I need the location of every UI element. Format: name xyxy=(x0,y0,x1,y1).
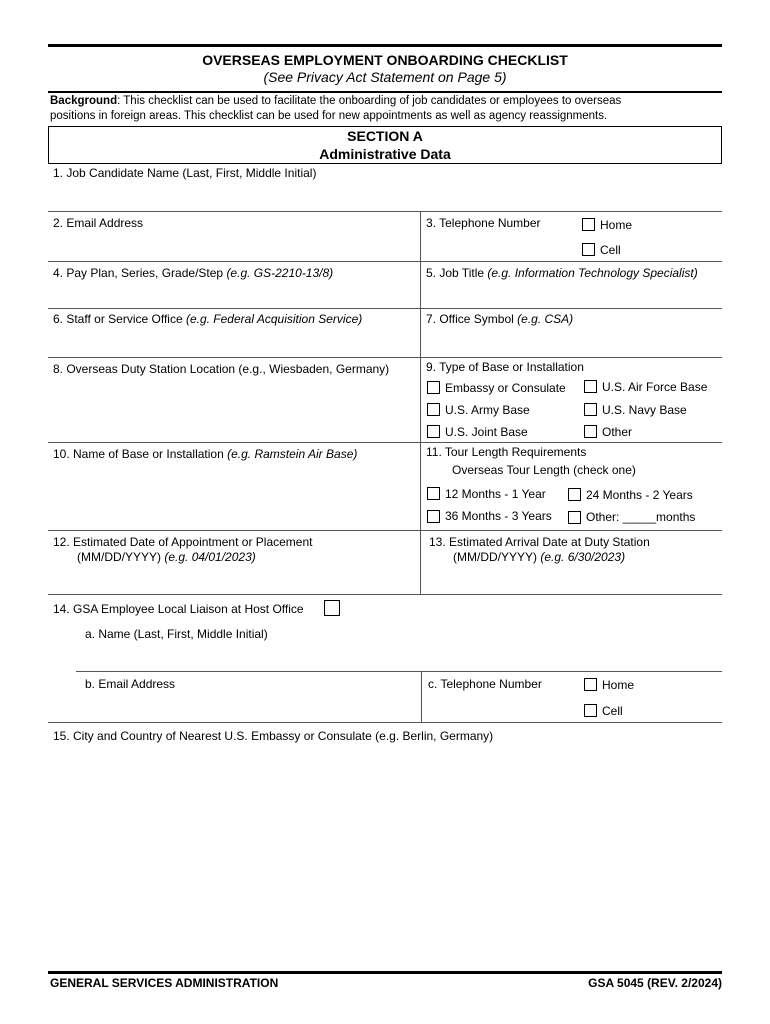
liaison-phone-cell-checkbox[interactable] xyxy=(584,704,597,717)
phone-cell-label: Cell xyxy=(600,243,621,257)
divider-2-3 xyxy=(420,211,421,261)
liaison-phone-label: c. Telephone Number xyxy=(428,677,542,691)
tour-12-label: 12 Months - 1 Year xyxy=(445,487,546,501)
office-symbol-text: 7. Office Symbol xyxy=(426,312,518,326)
background-label: Background xyxy=(50,95,118,107)
rule-9 xyxy=(48,722,722,723)
base-name-example: (e.g. Ramstein Air Base) xyxy=(227,447,358,461)
arrival-date-format-text: (MM/DD/YYYY) xyxy=(453,550,541,564)
embassy-checkbox[interactable] xyxy=(427,381,440,394)
rule-5 xyxy=(48,442,722,443)
rule-7 xyxy=(48,594,722,595)
appointment-date-label: 12. Estimated Date of Appointment or Placement xyxy=(53,535,313,549)
tour-length-sub-label: Overseas Tour Length (check one) xyxy=(452,463,636,477)
liaison-phone-home-label: Home xyxy=(602,678,635,692)
base-name-text: 10. Name of Base or Installation xyxy=(53,447,228,461)
navy-checkbox[interactable] xyxy=(584,403,597,416)
tour-other-label: Other: _____months xyxy=(586,510,696,524)
air-force-checkbox[interactable] xyxy=(584,380,597,393)
background-text-2: positions in foreign areas. This checklist can be used for new appointments as well as agency reassignments. xyxy=(50,110,608,122)
header-rule xyxy=(48,91,722,93)
other-base-checkbox[interactable] xyxy=(584,425,597,438)
arrival-date-label: 13. Estimated Arrival Date at Duty Station xyxy=(429,535,650,549)
rule-4 xyxy=(48,357,722,358)
rule-2 xyxy=(48,261,722,262)
section-title: SECTION A xyxy=(347,128,423,144)
tour-other-checkbox[interactable] xyxy=(568,511,581,524)
rule-6 xyxy=(48,530,722,531)
staff-office-label xyxy=(53,312,362,326)
rule-3 xyxy=(48,308,722,309)
section-header xyxy=(48,126,722,164)
joint-checkbox[interactable] xyxy=(427,425,440,438)
footer-rule xyxy=(48,971,722,974)
background-text-1: : This checklist can be used to facilitate the onboarding of job candidates or employees to overseas xyxy=(117,95,622,107)
base-type-label: 9. Type of Base or Installation xyxy=(426,360,584,374)
liaison-phone-cell-label: Cell xyxy=(602,704,623,718)
email-address-label: 2. Email Address xyxy=(53,216,144,230)
army-checkbox[interactable] xyxy=(427,403,440,416)
divider-4-5 xyxy=(420,261,421,308)
pay-plan-label xyxy=(53,266,333,280)
army-label: U.S. Army Base xyxy=(445,403,530,417)
top-rule xyxy=(48,44,722,47)
tour-length-label: 11. Tour Length Requirements xyxy=(426,445,587,459)
rule-8 xyxy=(76,671,722,672)
liaison-label: 14. GSA Employee Local Liaison at Host Office xyxy=(53,602,304,616)
rule-1 xyxy=(48,211,722,212)
phone-home-checkbox[interactable] xyxy=(582,218,595,231)
tour-24-label: 24 Months - 2 Years xyxy=(586,488,693,502)
job-candidate-name-label: 1. Job Candidate Name (Last, First, Middle Initial) xyxy=(53,166,317,180)
arrival-date-format xyxy=(453,550,625,564)
staff-office-example: (e.g. Federal Acquisition Service) xyxy=(185,312,363,326)
footer-agency: GENERAL SERVICES ADMINISTRATION xyxy=(50,976,279,990)
tour-36-checkbox[interactable] xyxy=(427,510,440,523)
pay-plan-example: (e.g. GS-2210-13/8) xyxy=(226,266,334,280)
liaison-phone-home-checkbox[interactable] xyxy=(584,678,597,691)
job-title-example: (e.g. Information Technology Specialist) xyxy=(487,266,698,280)
background-paragraph xyxy=(50,95,621,107)
job-title-text: 5. Job Title xyxy=(426,266,488,280)
liaison-email-label: b. Email Address xyxy=(85,677,176,691)
other-base-label: Other xyxy=(602,425,633,439)
telephone-number-label: 3. Telephone Number xyxy=(426,216,541,230)
form-subtitle: (See Privacy Act Statement on Page 5) xyxy=(263,69,507,85)
nearest-embassy-label: 15. City and Country of Nearest U.S. Embassy or Consulate (e.g. Berlin, Germany) xyxy=(53,729,494,743)
office-symbol-label xyxy=(426,312,573,326)
phone-cell-checkbox[interactable] xyxy=(582,243,595,256)
liaison-checkbox[interactable] xyxy=(324,600,340,616)
appointment-date-format-text: (MM/DD/YYYY) xyxy=(77,550,165,564)
tour-24-checkbox[interactable] xyxy=(568,488,581,501)
liaison-name-label: a. Name (Last, First, Middle Initial) xyxy=(85,627,268,641)
section-subtitle: Administrative Data xyxy=(319,146,451,162)
office-symbol-example: (e.g. CSA) xyxy=(517,312,574,326)
job-title-label xyxy=(426,266,698,280)
phone-home-label: Home xyxy=(600,218,633,232)
footer-form-number: GSA 5045 (REV. 2/2024) xyxy=(588,976,722,990)
divider-6-7 xyxy=(420,308,421,357)
divider-8-11 xyxy=(420,357,421,594)
tour-12-checkbox[interactable] xyxy=(427,487,440,500)
divider-14bc xyxy=(421,671,422,722)
form-title: OVERSEAS EMPLOYMENT ONBOARDING CHECKLIST xyxy=(202,52,568,68)
air-force-label: U.S. Air Force Base xyxy=(602,380,708,394)
pay-plan-text: 4. Pay Plan, Series, Grade/Step xyxy=(53,266,227,280)
appointment-date-format xyxy=(77,550,256,564)
embassy-label: Embassy or Consulate xyxy=(445,381,566,395)
duty-station-label: 8. Overseas Duty Station Location (e.g., Wiesbaden, Germany) xyxy=(53,362,390,376)
staff-office-text: 6. Staff or Service Office xyxy=(53,312,186,326)
base-name-label xyxy=(53,447,357,461)
joint-label: U.S. Joint Base xyxy=(445,425,528,439)
tour-36-label: 36 Months - 3 Years xyxy=(445,509,552,523)
navy-label: U.S. Navy Base xyxy=(602,403,687,417)
arrival-date-example: (e.g. 6/30/2023) xyxy=(540,550,626,564)
appointment-date-example: (e.g. 04/01/2023) xyxy=(164,550,256,564)
